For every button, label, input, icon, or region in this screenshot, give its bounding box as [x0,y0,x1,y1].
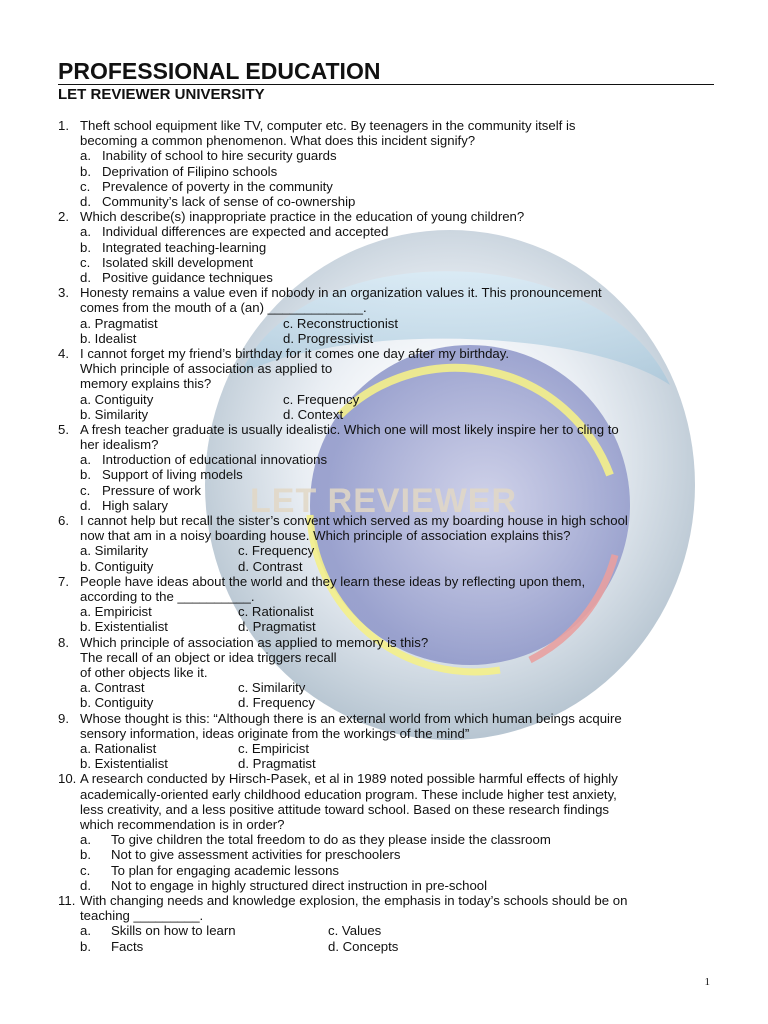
option-text: To give children the total freedom to do as they please inside the classroom [111,832,551,848]
question-item [58,422,714,513]
question-number: 4. [58,345,69,361]
answer-option-row [58,407,714,422]
answer-option: a. Pragmatist [80,315,158,331]
answer-option: b. Contiguity [80,695,154,711]
answer-option-row [58,923,714,938]
answer-option [58,467,714,482]
answer-option [58,832,714,847]
question-text [58,635,714,650]
question-line: Which principle of association as applied to memory is this? [80,634,429,650]
option-text: Isolated skill development [102,254,254,270]
page-title: PROFESSIONAL EDUCATION [58,58,381,84]
answer-option: d. Contrast [238,558,303,574]
option-text: Introduction of educational innovations [102,452,328,468]
question-line: Whose thought is this: “Although there is an external world from which human beings acquire [80,710,622,726]
question-item [58,346,714,422]
answer-option [58,240,714,255]
option-letter: c. [80,178,91,194]
answer-option: c. Similarity [238,680,306,696]
option-letter: a. [80,148,91,164]
option-text: Prevalence of poverty in the community [102,178,333,194]
answer-option-row [58,695,714,710]
answer-option: d. Progressivist [283,330,374,346]
option-letter: a. [80,452,91,468]
question-line: comes from the mouth of a (an) _____________. [80,300,367,316]
option-text: Deprivation of Filipino schools [102,163,278,179]
question-line: I cannot help but recall the sister’s convent which served as my boarding house in high school [80,513,628,529]
question-text-continued [58,361,714,376]
option-text: Skills on how to learn [111,923,236,939]
answer-option-row [58,741,714,756]
question-line: With changing needs and knowledge explosion, the emphasis in today’s schools should be on [80,892,628,908]
question-text [58,893,714,908]
question-line: sensory information, ideas originate from the workings of the mind” [80,725,470,741]
question-number: 6. [58,513,69,529]
question-line: according to the __________. [80,589,255,605]
question-line: The recall of an object or idea triggers recall [80,649,337,665]
question-item [58,635,714,711]
question-line: of other objects like it. [80,665,208,680]
question-number: 1. [58,118,69,133]
answer-option [58,498,714,513]
answer-option [58,863,714,878]
watermark-text: LET REVIEWER [250,482,518,520]
answer-option: c. Reconstructionist [283,315,399,331]
option-text: Support of living models [102,467,243,483]
question-number: 8. [58,634,69,650]
answer-option: d. Pragmatist [238,619,316,635]
answer-option [58,847,714,862]
question-line: Theft school equipment like TV, computer etc. By teenagers in the community itself is [80,118,576,133]
question-line: which recommendation is in order? [80,816,285,832]
answer-option-row [58,680,714,695]
question-line: Which describe(s) inappropriate practice in the education of young children? [80,209,525,225]
option-text: To plan for engaging academic lessons [111,862,339,878]
question-line: teaching _________. [80,908,204,924]
answer-option [58,452,714,467]
question-text-continued [58,528,714,543]
option-text: Not to give assessment activities for preschoolers [111,847,401,863]
answer-option: a. Contrast [80,680,145,696]
question-text-continued [58,133,714,148]
question-item [58,118,714,209]
answer-option: a. Contiguity [80,391,154,407]
question-item [58,513,714,574]
option-letter: a. [80,832,91,848]
answer-option: a. Rationalist [80,740,157,756]
answer-option-row [58,559,714,574]
question-text [58,711,714,726]
answer-option [58,483,714,498]
answer-option [58,194,714,209]
option-letter: d. [80,269,91,285]
question-line: A research conducted by Hirsch-Pasek, et al in 1989 noted possible harmful effects of highly [80,771,618,787]
option-text: Pressure of work [102,482,201,498]
answer-option-row [58,756,714,771]
option-text: Individual differences are expected and accepted [102,224,389,240]
answer-option: c. Frequency [238,543,315,559]
question-text [58,422,714,437]
option-letter: a. [80,923,91,939]
answer-option: a. Empiricist [80,604,152,620]
question-text [58,513,714,528]
answer-option-row [58,331,714,346]
question-line: Honesty remains a value even if nobody in an organization values it. This pronouncement [80,285,602,301]
question-list [58,118,714,954]
option-letter: d. [80,497,91,513]
question-line: her idealism? [80,437,159,453]
question-line: becoming a common phenomenon. What does this incident signify? [80,133,476,149]
option-text: Positive guidance techniques [102,269,273,285]
question-text-continued [58,300,714,315]
answer-option-row [58,939,714,954]
question-line: I cannot forget my friend’s birthday for it comes one day after my birthday. [80,345,510,361]
answer-option: c. Values [328,923,382,939]
answer-option: d. Pragmatist [238,756,316,772]
question-text [58,346,714,361]
document-body [58,58,714,954]
page-number: 1 [704,976,710,988]
question-line: now that am in a noisy boarding house. Which principle of association explains this? [80,528,571,544]
option-text: Inability of school to hire security guards [102,148,337,164]
answer-option [58,878,714,893]
question-text-continued [58,437,714,452]
option-letter: b. [80,239,91,255]
option-letter: d. [80,877,91,893]
question-number: 2. [58,209,69,225]
answer-option [58,224,714,239]
answer-option-row [58,316,714,331]
answer-option: a. Similarity [80,543,149,559]
question-text-continued [58,726,714,741]
question-line: A fresh teacher graduate is usually idealistic. Which one will most likely inspire her to cling to [80,421,619,437]
answer-option: b. Existentialist [80,619,168,635]
option-text: Community’s lack of sense of co-ownership [102,193,356,209]
question-text [58,771,714,786]
question-item [58,285,714,346]
question-text-continued [58,908,714,923]
question-item [58,574,714,635]
answer-option: b. Similarity [80,406,149,422]
question-text-continued [58,817,714,832]
answer-option: d. Frequency [238,695,315,711]
question-number: 11. [58,892,76,908]
option-text: Not to engage in highly structured direct instruction in pre-school [111,877,488,893]
question-text [58,118,714,133]
answer-option: b. Contiguity [80,558,154,574]
answer-option: b. Existentialist [80,756,168,772]
question-item [58,893,714,954]
title-divider [58,84,714,85]
option-letter: b. [80,847,91,863]
answer-option [58,255,714,270]
question-text-continued [58,802,714,817]
question-text [58,574,714,589]
question-text-continued [58,376,714,391]
answer-option [58,179,714,194]
question-number: 3. [58,285,69,301]
option-letter: a. [80,224,91,240]
question-line: memory explains this? [80,376,212,392]
answer-option: b. Idealist [80,330,137,346]
question-text-continued [58,665,714,680]
answer-option: c. Empiricist [238,740,310,756]
question-text-continued [58,589,714,604]
question-line: Which principle of association as applied to [80,361,333,377]
option-text: Facts [111,938,144,954]
question-line: less creativity, and a less positive attitude toward school. Based on these research findings [80,801,610,817]
answer-option [58,148,714,163]
option-text: High salary [102,497,168,513]
question-text [58,209,714,224]
answer-option-row [58,543,714,558]
answer-option: d. Context [283,406,344,422]
option-letter: b. [80,163,91,179]
answer-option: c. Rationalist [238,604,314,620]
answer-option-row [58,604,714,619]
question-text [58,285,714,300]
answer-option: c. Frequency [283,391,360,407]
option-letter: b. [80,938,91,954]
question-number: 7. [58,573,69,589]
answer-option: d. Concepts [328,938,399,954]
question-item [58,711,714,772]
answer-option [58,164,714,179]
option-letter: c. [80,254,91,270]
answer-option [58,270,714,285]
option-letter: d. [80,193,91,209]
page-subtitle: LET REVIEWER UNIVERSITY [58,86,265,103]
question-item [58,771,714,893]
option-letter: c. [80,862,91,878]
question-item [58,209,714,285]
answer-option-row [58,392,714,407]
question-number: 10. [58,771,77,787]
question-line: People have ideas about the world and they learn these ideas by reflecting upon them, [80,573,586,589]
question-text-continued [58,787,714,802]
option-letter: c. [80,482,91,498]
question-line: academically-oriented early childhood education program. These include higher test anxiety, [80,786,617,802]
question-number: 5. [58,421,69,437]
answer-option-row [58,619,714,634]
option-letter: b. [80,467,91,483]
question-text-continued [58,650,714,665]
question-number: 9. [58,710,69,726]
option-text: Integrated teaching-learning [102,239,267,255]
